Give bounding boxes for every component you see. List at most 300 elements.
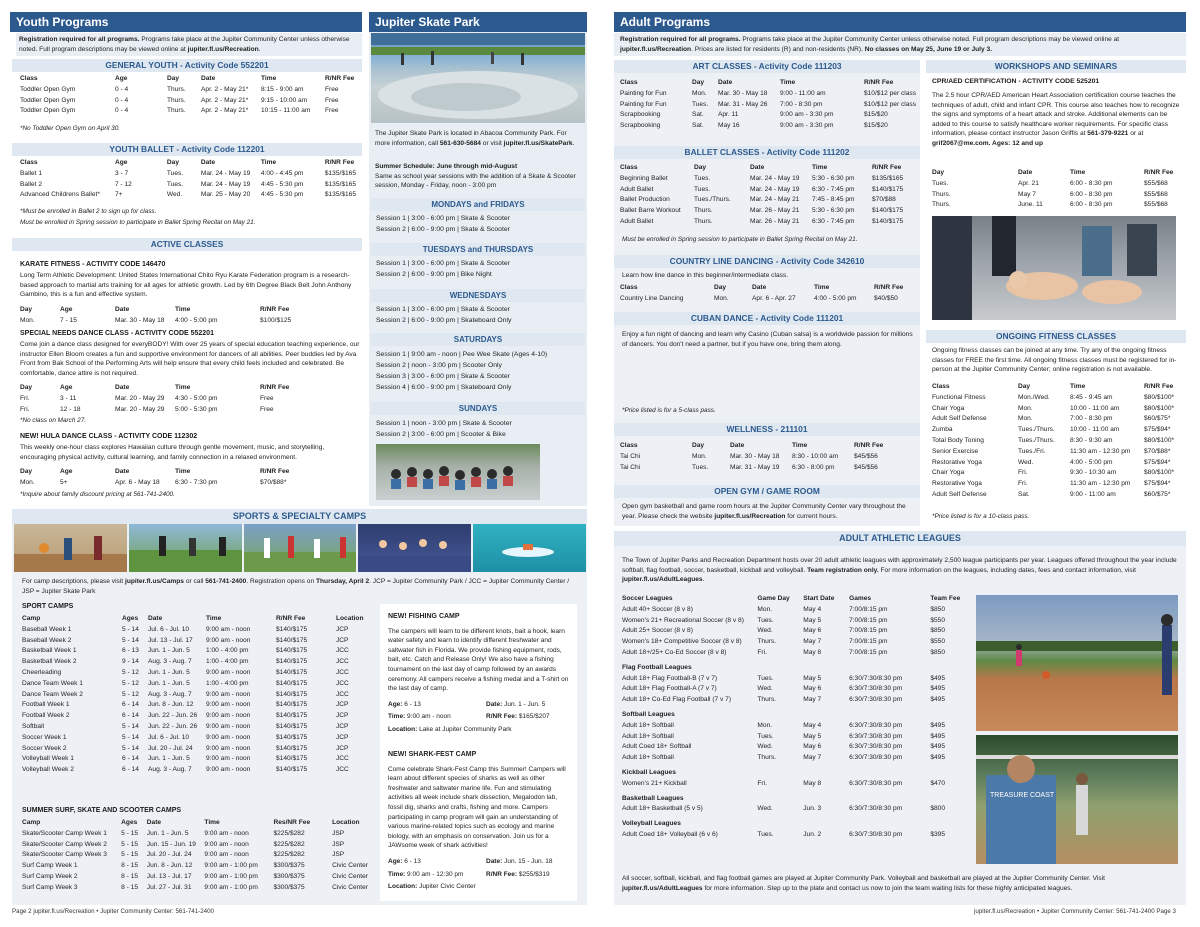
table-cell: $60/$75* <box>1144 490 1171 498</box>
shark-camp-location: Location: Jupiter Civic Center <box>388 883 476 891</box>
table-cell: Adult 18+/25+ Co-Ed Soccer (8 v 8) <box>622 648 727 656</box>
table-cell: Mar. 24 - May 19 <box>200 169 251 177</box>
table-cell: Tues./Thurs. <box>1018 426 1055 434</box>
table-cell: May 16 <box>717 122 740 130</box>
table-cell: Thurs. <box>757 696 777 704</box>
karate-table <box>18 305 338 327</box>
table-cell: $140/$175 <box>276 625 308 633</box>
cpr-illustration <box>932 216 1176 320</box>
table-cell: JCC <box>336 647 349 655</box>
table-cell: 1:00 - 4:00 pm <box>206 658 249 666</box>
table-row <box>620 721 970 732</box>
open-gym-header: OPEN GYM / GAME ROOM <box>614 485 920 498</box>
left-page-footer: Page 2 jupiter.fl.us/Recreation • Jupiter Community Center: 561-741-2400 <box>12 908 214 915</box>
table-cell: May 6 <box>803 743 822 751</box>
cuban-dance-note: *Price listed is for a 5-class pass. <box>622 407 716 414</box>
table-cell: 7 - 12 <box>114 180 132 188</box>
table-header-row <box>618 163 918 174</box>
table-row <box>18 394 338 405</box>
table-cell: 6:30/7:30/8:30 pm <box>849 743 903 751</box>
column-header: Game Day <box>757 595 790 602</box>
table-cell: $75/$94* <box>1144 480 1171 488</box>
table-header-row <box>618 283 918 294</box>
table-cell: Thurs. <box>694 217 713 225</box>
table-row <box>930 393 1182 404</box>
special-needs-title: SPECIAL NEEDS DANCE CLASS - ACTIVITY CODE 552201 <box>20 330 214 337</box>
table-cell: 9:00 - 11:00 am <box>1070 490 1116 498</box>
table-cell: Jul. 20 - Jul. 24 <box>148 744 193 752</box>
hula-table <box>18 467 338 489</box>
table-cell: $300/$375 <box>273 862 305 870</box>
league-group-row <box>620 594 970 605</box>
table-cell: 6 - 14 <box>122 766 139 774</box>
table-header-row <box>18 74 358 85</box>
table-cell: Thurs. <box>932 190 951 198</box>
table-cell: 4:00 - 5:00 pm <box>1070 458 1113 466</box>
table-cell: Tues. <box>932 179 949 187</box>
table-cell: Jun. 1 - Jun. 5 <box>148 668 190 676</box>
table-cell: Jun. 15 - Jun. 19 <box>146 840 196 848</box>
skate-wed-header: WEDNESDAYS <box>371 289 585 302</box>
table-cell: $140/$175 <box>276 755 308 763</box>
table-cell: Mon. <box>757 605 773 613</box>
table-row <box>20 722 370 733</box>
table-cell: Mon. <box>20 316 35 324</box>
table-cell: Total Body Toning <box>932 436 984 444</box>
league-group-title: Kickball Leagues <box>622 768 676 776</box>
camp-photo-dance <box>358 524 471 572</box>
table-cell: Jun. 1 - Jun. 5 <box>148 647 190 655</box>
table-cell: Ballet 1 <box>20 169 42 177</box>
table-cell: Adult 18+ Softball <box>622 754 674 762</box>
table-cell: 8:30 - 9:30 am <box>1070 436 1113 444</box>
table-cell: 10:00 - 11:00 am <box>1070 426 1120 434</box>
table-cell: Jul. 6 - Jul. 10 <box>148 625 190 633</box>
table-cell: $470 <box>930 779 945 787</box>
column-header: Day <box>20 468 33 475</box>
column-header: Time <box>261 75 277 82</box>
table-row <box>20 744 370 755</box>
table-cell: Volleyball Week 1 <box>22 755 74 763</box>
table-cell: 5 - 15 <box>121 851 139 859</box>
table-cell: 0 - 4 <box>115 96 129 104</box>
table-cell: Apr. 11 <box>717 111 739 119</box>
column-header: Time <box>206 615 222 622</box>
column-header: Time <box>260 159 277 166</box>
ongoing-fitness-table <box>930 382 1182 501</box>
country-line-desc: Learn how line dance in this beginner/intermediate class. <box>622 272 789 279</box>
table-cell: Adult 25+ Soccer (8 v 8) <box>622 627 693 635</box>
table-row <box>620 648 970 659</box>
table-cell: JSP <box>332 829 345 837</box>
table-cell: Mar. 26 - May 21 <box>750 207 800 215</box>
ongoing-fitness-header: ONGOING FITNESS CLASSES <box>926 330 1186 343</box>
table-cell: Toddler Open Gym <box>20 85 76 93</box>
table-cell: Wed. <box>757 743 773 751</box>
table-cell: Scrapbooking <box>620 122 661 130</box>
table-row <box>20 711 370 722</box>
table-cell: Free <box>325 96 339 104</box>
column-header: Date <box>1018 169 1033 176</box>
table-cell: Thurs. <box>167 96 186 104</box>
column-header: Date <box>115 384 130 391</box>
cpr-title: CPR/AED CERTIFICATION - ACTIVITY CODE 525201 <box>932 78 1100 85</box>
table-row <box>618 294 918 305</box>
table-cell: $100/$125 <box>260 316 292 324</box>
youth-intro: Registration required for all programs. Programs take place at the Jupiter Community Center unless otherwise noted. Full program descriptions may be viewed online at jupiter.fl.us/Recreation. <box>16 33 362 56</box>
column-header: Soccer Leagues <box>622 595 673 602</box>
table-cell: Mar. 31 - May 19 <box>730 463 780 471</box>
fishing-camp-time-fee: Time: 9:00 am - noon R/NR Fee: $165/$207 <box>388 713 550 721</box>
table-row <box>18 169 358 180</box>
leagues-header: ADULT ATHLETIC LEAGUES <box>614 531 1186 546</box>
table-cell: Jun. 22 - Jun. 26 <box>148 722 198 730</box>
table-cell: Thurs. <box>757 754 777 762</box>
table-cell: 9:00 am - noon <box>204 851 249 859</box>
table-row <box>620 779 970 790</box>
hula-note: *Inquire about family discount pricing at 561-741-2400. <box>20 491 175 498</box>
table-cell: 9:00 am - noon <box>204 840 249 848</box>
wellness-table <box>618 441 918 473</box>
table-cell: Chair Yoga <box>932 469 965 477</box>
cpr-table <box>930 168 1180 211</box>
table-cell: 9:00 - 11:00 am <box>779 89 826 97</box>
table-header-row <box>930 382 1182 393</box>
column-header: R/NR Fee <box>874 284 904 291</box>
column-header: Date <box>752 284 767 291</box>
table-cell: $140/$175 <box>276 712 308 720</box>
table-cell: Adult 18+ Softball <box>622 732 674 740</box>
table-cell: Football Week 1 <box>22 701 70 709</box>
table-cell: $70/$88 <box>872 196 896 204</box>
table-row <box>18 478 338 489</box>
skate-tue-thu-header: TUESDAYS and THURSDAYS <box>371 243 585 256</box>
table-cell: Apr. 2 - May 21* <box>201 96 249 104</box>
table-row <box>930 179 1180 190</box>
table-cell: Ballet Barre Workout <box>620 207 681 215</box>
table-cell: 6:30/7:30/8:30 pm <box>849 685 903 693</box>
skate-wed-sessions: Session 1 | 3:00 - 6:00 pm | Skate & Scooter Session 2 | 6:00 - 9:00 pm | Skateboard Only <box>376 306 512 324</box>
table-row <box>20 850 370 861</box>
table-row <box>618 206 918 217</box>
table-cell: $140/$175 <box>276 658 308 666</box>
column-header: R/NR Fee <box>260 306 290 313</box>
table-cell: $140/$175 <box>276 636 308 644</box>
table-cell: Painting for Fun <box>620 100 667 108</box>
table-cell: 6:30 - 7:45 pm <box>812 185 855 193</box>
column-header: Class <box>620 284 638 291</box>
table-cell: $225/$282 <box>273 829 305 837</box>
table-cell: 6:30 - 8:00 pm <box>792 463 835 471</box>
table-cell: Mon./Wed. <box>1018 393 1050 401</box>
table-cell: 5 - 15 <box>121 840 139 848</box>
table-cell: 3 - 7 <box>114 169 129 177</box>
column-header: Class <box>932 383 950 390</box>
table-cell: $135/$165 <box>872 174 904 182</box>
table-cell: Apr. 6 - May 18 <box>115 478 160 486</box>
table-cell: Tues./Fri. <box>1018 447 1046 455</box>
ongoing-fitness-desc: Ongoing fitness classes can be joined at any time. Try any of the ongoing fitness classes for FREE the first time. All ongoing fitness classes must be registered for in-person at the Jupiter Community Center; online registration is not available. <box>932 347 1177 374</box>
table-cell: Civic Center <box>332 872 368 880</box>
table-row <box>930 190 1180 201</box>
table-cell: Jul. 6 - Jul. 10 <box>148 733 190 741</box>
table-cell: Mon. <box>20 478 35 486</box>
table-row <box>18 405 338 416</box>
table-cell: JCP <box>336 722 349 730</box>
table-header-row <box>930 168 1180 179</box>
table-cell: 9:00 am - noon <box>206 722 251 730</box>
table-cell: May 5 <box>803 732 822 740</box>
table-cell: 12 - 18 <box>60 405 81 413</box>
column-header: Time <box>814 284 830 291</box>
table-cell: 6:30/7:30/8:30 pm <box>849 754 903 762</box>
table-cell: Women's 21+ Recreational Soccer (8 v 8) <box>622 616 744 624</box>
table-cell: $300/$375 <box>273 872 305 880</box>
table-row <box>618 121 918 132</box>
table-row <box>18 316 338 327</box>
table-header-row <box>20 614 370 625</box>
table-cell: Jun. 3 <box>803 805 822 813</box>
table-cell: $140/$175 <box>276 690 308 698</box>
table-cell: Baseball Week 1 <box>22 625 72 633</box>
table-cell: Thurs. <box>932 201 951 209</box>
shark-camp-desc: Come celebrate Shark-Fest Camp this Summer! Campers will learn about different species of sharks as well as other freshwater and saltwater marine life. Fun and stimulating activities all week include shark dissection, Megalodon lab, fossil dig, sharks and crafts, fishing and more. Campers participating in camp program will gain an understanding of various marine-related topics such as ecology and marine biology, with an emphasis on conservation. Join us for a JAWsome week of shark activities! <box>388 765 566 850</box>
table-cell: 7:00/8:15 pm <box>849 627 888 635</box>
kickball-photo <box>976 595 1178 731</box>
column-header: R/NR Fee <box>863 79 894 86</box>
column-header: Class <box>620 79 638 86</box>
column-header: Location <box>336 615 364 622</box>
table-cell: 7:45 - 8:45 pm <box>812 196 855 204</box>
table-cell: Tues./Thurs. <box>694 196 731 204</box>
table-row <box>620 732 970 743</box>
table-header-row <box>18 305 338 316</box>
fishing-camp-desc: The campers will learn to tie different knots, bait a hook, learn water safety and learn to identify different freshwater and saltwater fish in Florida. We provide fishing equipment, rods, bait, etc. Catch and Release Only! We also have a fishing tournament on the last day of camp followed by an awards ceremony. All campers receive a fishing medal and a T-shirt on the last day of camp. <box>388 627 569 693</box>
shirt-text: TREASURE COAST <box>990 792 1055 799</box>
table-cell: $140/$175 <box>276 668 308 676</box>
table-cell: Apr. 2 - May 21* <box>201 107 249 115</box>
table-cell: JSP <box>332 840 345 848</box>
column-header: Date <box>115 306 130 313</box>
column-header: Day <box>166 159 179 166</box>
table-row <box>620 804 970 815</box>
league-group-row <box>620 764 970 779</box>
column-header: R/NR Fee <box>260 468 290 475</box>
table-cell: Toddler Open Gym <box>20 107 76 115</box>
table-cell: 5 - 14 <box>122 733 139 741</box>
column-header: Date <box>717 79 733 86</box>
table-cell: Mar. 30 - May 18 <box>717 89 768 97</box>
table-cell: 5 - 14 <box>122 625 139 633</box>
table-cell: $140/$175 <box>872 217 904 225</box>
table-cell: 9:00 am - noon <box>206 755 251 763</box>
table-cell: JSP <box>332 851 345 859</box>
league-group-title: Volleyball Leagues <box>622 820 681 828</box>
table-cell: Jun. 1 - Jun. 5 <box>148 755 190 763</box>
table-cell: Fri. <box>20 405 30 413</box>
table-cell: $60/$75* <box>1144 415 1171 423</box>
table-cell: 5:30 - 6:30 pm <box>812 207 855 215</box>
right-page-footer: jupiter.fl.us/Recreation • Jupiter Community Center: 561-741-2400 Page 3 <box>974 908 1176 915</box>
youth-ballet-table <box>18 158 358 201</box>
table-cell: Soccer Week 1 <box>22 733 67 741</box>
leagues-table <box>620 594 970 841</box>
table-cell: Mar. 20 - May 29 <box>115 405 165 413</box>
league-group-row <box>620 790 970 805</box>
table-cell: Mon. <box>714 294 729 302</box>
adult-programs-banner: Adult Programs <box>614 12 1186 32</box>
general-youth-header: GENERAL YOUTH - Activity Code 552201 <box>12 59 362 72</box>
campers-illustration <box>376 444 540 500</box>
table-cell: May 7 <box>1018 190 1036 198</box>
table-cell: $495 <box>930 696 945 704</box>
table-cell: Ballet 2 <box>20 180 42 188</box>
dance-scene <box>358 524 471 572</box>
table-cell: 9:00 am - noon <box>206 701 251 709</box>
table-cell: 5 - 14 <box>122 722 139 730</box>
table-header-row <box>18 467 338 478</box>
table-row <box>18 180 358 191</box>
table-cell: Zumba <box>932 426 953 434</box>
column-header: Time <box>175 384 191 391</box>
table-cell: Fri. <box>1018 469 1028 477</box>
table-cell: Soccer Week 2 <box>22 744 67 752</box>
table-cell: 4:00 - 5:00 pm <box>175 316 218 324</box>
table-row <box>618 463 918 474</box>
table-cell: Sat. <box>691 122 704 130</box>
table-row <box>20 657 370 668</box>
table-cell: $45/$56 <box>854 452 878 460</box>
surf-scene <box>473 524 586 572</box>
table-cell: Fri. <box>757 779 767 787</box>
table-cell: Adult Ballet <box>620 217 654 225</box>
table-cell: 8:45 - 9:45 am <box>1070 393 1113 401</box>
table-row <box>620 695 970 706</box>
camps-header: SPORTS & SPECIALTY CAMPS <box>12 509 587 524</box>
table-cell: 6:30 - 7:30 pm <box>175 478 218 486</box>
table-cell: Mar. 30 - May 18 <box>115 316 165 324</box>
table-cell: Adult Self Defense <box>932 415 987 423</box>
table-cell: Volleyball Week 2 <box>22 766 74 774</box>
youth-ballet-header: YOUTH BALLET - Activity Code 112201 <box>12 143 362 156</box>
table-cell: $140/$175 <box>276 647 308 655</box>
table-cell: 4:30 - 5:00 pm <box>175 394 218 402</box>
table-cell: Dance Team Week 2 <box>22 690 83 698</box>
table-cell: Mon. <box>692 452 707 460</box>
table-cell: Football Week 2 <box>22 712 70 720</box>
table-cell: Free <box>325 85 339 93</box>
cpr-desc: The 2.5 hour CPR/AED American Heart Association certification course teaches the techniques of adult, child and infant CPR. This course also teaches how to recognize the signs and symptoms of a heart attack and stroke. Additional elements can be added to this course to satisfy healthcare worker requirements. For specific class information, please contact instructor Jason Griffis at 561-379-9221 or at grif2067@me.com. Ages: 12 and up <box>932 92 1180 147</box>
wellness-header: WELLNESS - 211101 <box>614 423 920 436</box>
table-cell: JCC <box>336 755 349 763</box>
table-cell: Jun. 1 - Jun. 5 <box>146 829 189 837</box>
table-cell: $140/$175 <box>276 679 308 687</box>
table-row <box>20 872 370 883</box>
table-row <box>620 637 970 648</box>
kickball-illustration <box>976 595 1178 731</box>
table-cell: May 7 <box>803 754 822 762</box>
table-cell: Mar. 20 - May 29 <box>115 394 165 402</box>
table-row <box>20 636 370 647</box>
column-header: R/NR Fee <box>1144 383 1174 390</box>
column-header: Res/NR Fee <box>273 819 311 826</box>
table-cell: JCP <box>336 744 349 752</box>
column-header: Time <box>792 442 808 449</box>
table-cell: $140/$175 <box>276 733 308 741</box>
table-cell: 8 - 15 <box>121 872 139 880</box>
table-cell: 4:45 - 5:30 pm <box>260 180 304 188</box>
table-cell: Adult 18+ Basketball (5 v 5) <box>622 805 703 813</box>
table-cell: $140/$175 <box>276 766 308 774</box>
league-group-title: Softball Leagues <box>622 710 675 718</box>
table-cell: Toddler Open Gym <box>20 96 76 104</box>
table-cell: 9 - 14 <box>122 658 139 666</box>
table-cell: 11:30 am - 12:30 pm <box>1070 480 1131 488</box>
table-row <box>930 436 1182 447</box>
table-cell: Dance Team Week 1 <box>22 679 83 687</box>
table-row <box>20 625 370 636</box>
table-cell: May 7 <box>803 638 822 646</box>
column-header: Class <box>20 159 38 166</box>
special-needs-desc: Come join a dance class designed for everyBODY! With over 25 years of special education teaching experience, our instructor Ellen Bloom creates a fun and supportive environment for dancers of all abilities. Peer buddies led by Ava Front from Bak School of the Performing Arts will help ensure that every child feels included and celebrated. Be comfortable, dance attire is not required. <box>20 341 360 377</box>
skate-park-desc: The Jupiter Skate Park is located in Abacoa Community Park. For more information, call 561-630-5684 or visit jupiter.fl.us/SkatePark. <box>375 130 575 147</box>
table-cell: $45/$56 <box>854 463 878 471</box>
table-cell: $495 <box>930 754 945 762</box>
camps-intro: For camp descriptions, please visit jupiter.fl.us/Camps or call 561-741-2400. Registration opens on Thursday, April 2. JCP = Jupiter Community Park / JCC = Jupiter Community Center / JSP = Jupiter Skate Park <box>22 578 570 595</box>
table-cell: $495 <box>930 685 945 693</box>
column-header: Camp <box>22 819 41 826</box>
table-cell: Jun. 1 - Jun. 5 <box>148 679 190 687</box>
table-cell: 5 - 15 <box>121 829 139 837</box>
table-header-row <box>18 383 338 394</box>
table-row <box>20 765 370 776</box>
country-line-table <box>618 283 918 305</box>
column-header: Age <box>60 384 73 391</box>
column-header: Ages <box>121 819 138 826</box>
table-cell: 6:30/7:30/8:30 pm <box>849 830 903 838</box>
table-row <box>618 217 918 228</box>
column-header: Date <box>730 442 745 449</box>
table-cell: $40/$50 <box>874 294 898 302</box>
column-header: Day <box>20 384 33 391</box>
column-header: Date <box>115 468 130 475</box>
table-row <box>620 753 970 764</box>
table-cell: $10/$12 per class <box>863 100 916 108</box>
table-cell: $140/$175 <box>872 207 904 215</box>
column-header: Day <box>714 284 727 291</box>
table-row <box>20 679 370 690</box>
table-row <box>930 425 1182 436</box>
table-cell: Apr. 21 <box>1018 179 1039 187</box>
table-cell: 5 - 12 <box>122 690 139 698</box>
column-header: R/NR Fee <box>325 75 355 82</box>
table-cell: $70/$88* <box>1144 447 1171 455</box>
table-cell: 5 - 12 <box>122 668 139 676</box>
table-cell: Jun. 8 - Jun. 12 <box>146 862 193 870</box>
table-cell: 9:00 am - 1:00 pm <box>204 862 258 870</box>
table-cell: May 5 <box>803 616 822 624</box>
camps-photo-strip <box>14 524 586 572</box>
table-cell: Mar. 24 - May 19 <box>750 174 800 182</box>
youth-programs-banner: Youth Programs <box>10 12 362 32</box>
table-cell: Tues. <box>694 174 711 182</box>
table-cell: Wed. <box>1018 458 1034 466</box>
column-header: Age <box>114 159 128 166</box>
ongoing-fitness-note: *Price listed is for a 10-class pass. <box>932 513 1030 520</box>
table-cell: $550 <box>930 638 945 646</box>
surf-camps-table <box>20 818 370 894</box>
ballet-classes-header: BALLET CLASSES - Activity Code 111202 <box>614 146 920 159</box>
